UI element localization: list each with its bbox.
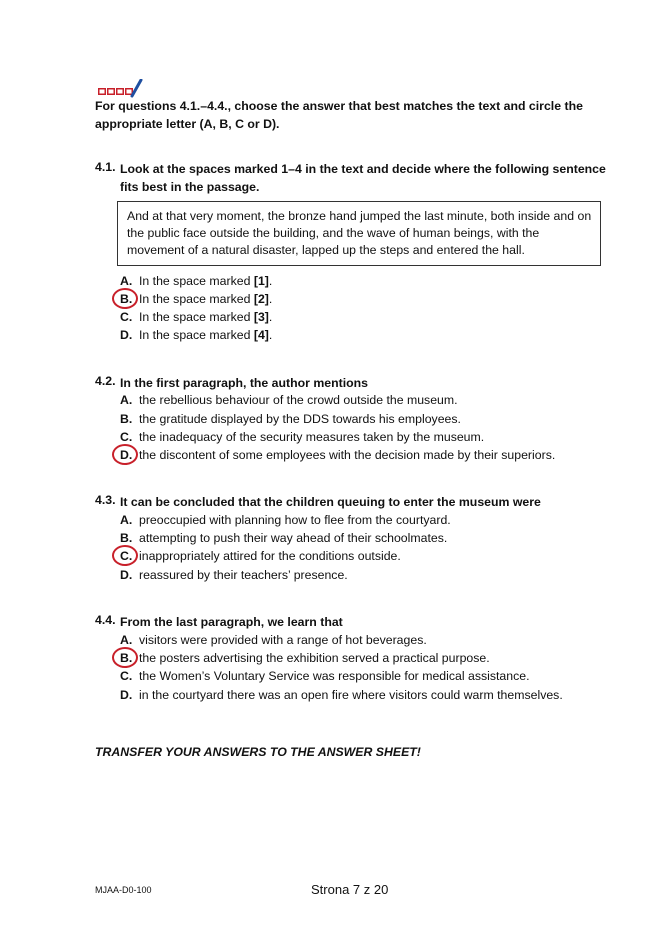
option-c[interactable]: C. In the space marked [3]. xyxy=(120,310,273,324)
question-number: 4.3. xyxy=(95,493,116,507)
pencil-answer-icon xyxy=(97,79,143,99)
option-a[interactable]: A. In the space marked [1]. xyxy=(120,274,273,288)
question-number: 4.2. xyxy=(95,374,116,388)
answer-circle xyxy=(112,545,138,566)
exam-code: MJAA-D0-100 xyxy=(95,885,152,895)
option-d[interactable]: D. in the courtyard there was an open fire where visitors could warm themselves. xyxy=(120,688,563,702)
question-text: In the first paragraph, the author mentions xyxy=(120,376,369,390)
option-a[interactable]: A. preoccupied with planning how to flee from the courtyard. xyxy=(120,513,451,527)
option-a[interactable]: A. visitors were provided with a range of hot beverages. xyxy=(120,633,427,647)
option-c[interactable]: C. inappropriately attired for the conditions outside. xyxy=(120,547,401,565)
page-number: Strona 7 z 20 xyxy=(311,882,389,897)
option-c[interactable]: C. the inadequacy of the security measures taken by the museum. xyxy=(120,430,485,444)
option-a[interactable]: A. the rebellious behaviour of the crowd outside the museum. xyxy=(120,393,458,407)
question-number: 4.4. xyxy=(95,613,116,627)
answer-circle xyxy=(112,444,138,465)
answer-circle xyxy=(112,288,138,309)
question-text: From the last paragraph, we learn that xyxy=(120,615,343,629)
option-d[interactable]: D. reassured by their teachers’ presence. xyxy=(120,568,348,582)
option-b[interactable]: B. In the space marked [2]. xyxy=(120,290,272,308)
question-number: 4.1. xyxy=(95,160,116,174)
option-c[interactable]: C. the Women’s Voluntary Service was responsible for medical assistance. xyxy=(120,669,530,683)
quoted-sentence: And at that very moment, the bronze hand jumped the last minute, both inside and on the public face outside the building, and the wave of human beings, with the movement of a natural disaster, lapped up the steps and entered the hall. xyxy=(127,209,592,257)
option-b[interactable]: B. the posters advertising the exhibition served a practical purpose. xyxy=(120,649,490,667)
instructions: For questions 4.1.–4.4., choose the answer that best matches the text and circle the appropriate letter (A, B, C or D). xyxy=(95,99,583,131)
option-d[interactable]: D. In the space marked [4]. xyxy=(120,328,273,342)
question-text: Look at the spaces marked 1–4 in the text and decide where the following sentence fits best in the passage. xyxy=(120,162,606,194)
option-b[interactable]: B. the gratitude displayed by the DDS towards his employees. xyxy=(120,412,461,426)
answer-circle xyxy=(112,647,138,668)
transfer-instruction: TRANSFER YOUR ANSWERS TO THE ANSWER SHEET! xyxy=(95,745,421,759)
question-text: It can be concluded that the children queuing to enter the museum were xyxy=(120,495,541,509)
option-d[interactable]: D. the discontent of some employees with the decision made by their superiors. xyxy=(120,446,555,464)
option-b[interactable]: B. attempting to push their way ahead of their schoolmates. xyxy=(120,531,448,545)
quoted-sentence-box xyxy=(117,201,601,266)
